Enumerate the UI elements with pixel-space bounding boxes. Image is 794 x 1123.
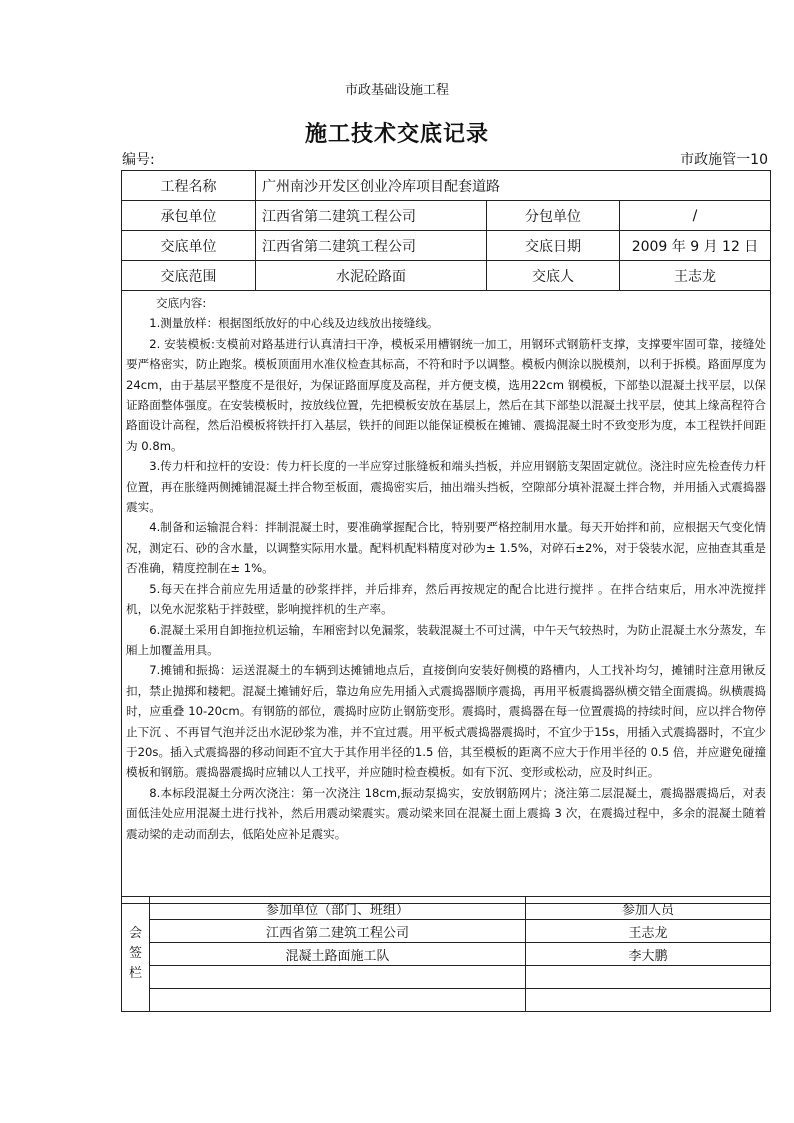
- content-cell: [122, 291, 771, 904]
- header-top-title: 市政基础设施工程: [344, 83, 449, 98]
- scope-label: 交底范围: [122, 261, 256, 291]
- handover-unit-label: 交底单位: [122, 231, 256, 261]
- row-contractor: [122, 201, 771, 231]
- content-paragraph: 7.摊铺和振捣：运送混凝土的车辆到达摊铺地点后，直接倒向安装好侧模的路槽内，人工找补均匀，摊铺时注意用锹反扣，禁止抛掷和耧耙。混凝土摊铺好后，靠边角应先用插入式震捣器顺序震捣，再用平板震捣器纵横交错全面震捣。纵横震捣时，应重叠 10-20cm。有钢筋的部位，震捣时应防止钢筋变形。震捣时，震捣器在每一位置震捣的持续时间，应以拌合物停止下沉 、不再冒气泡并泛出水泥砂浆为准，并不宜过震。用平板式震捣器震捣时，不宜少于15s，用插入式震捣器时，不宜少于20s。插入式震捣器的移动间距不宜大于其作用半径的1.5 倍，其至模板的距离不应大于作用半径的 0.5 倍，并应避免碰撞模板和钢筋。震捣器震捣时应辅以人工找平，并应随时检查模板。如有下沉、变形或松动，应及时纠正。: [126, 663, 767, 780]
- signoff-unit: 混凝土路面施工队: [150, 943, 526, 966]
- content-paragraph: 2. 安装模板:支模前对路基进行认真清扫干净，模板采用槽钢统一加工，用钢环式钢筋杆支撑，支撑要牢固可靠，接缝处要严格密实，防止跑浆。模板顶面用水准仪检查其标高，不符和时予以调整。模板内侧涂以脱模剂，以利于拆模。路面厚度为24cm，由于基层平整度不是很好，为保证路面厚度及高程，并方便支模，选用22cm 钢模板，下部垫以混凝土找平层，以保证路面整体强度。在安装模板时，按放线位置，先把模板安放在基层上，然后在其下部垫以混凝土找平层，使其上缘高程符合路面设计高程，然后沿模板将铁扦打入基层，铁扦的间距以能保证模板在摊铺、震捣混凝土时不致变形为度，本工程铁扦间距为 0.8m。: [126, 336, 767, 453]
- row-handover-unit: [122, 231, 771, 261]
- signoff-unit: 江西省第二建筑工程公司: [150, 920, 526, 943]
- record-table: [121, 170, 771, 904]
- signoff-header-row: [122, 897, 771, 920]
- signoff-row: [122, 989, 771, 1012]
- handover-date-value: 2009 年 9 月 12 日: [620, 231, 771, 261]
- project-name-value: 广州南沙开发区创业冷库项目配套道路: [256, 171, 771, 201]
- row-scope: [122, 261, 771, 291]
- signoff-person: [526, 989, 771, 1012]
- contractor-value: 江西省第二建筑工程公司: [256, 201, 487, 231]
- row-project-name: [122, 171, 771, 201]
- content-heading: 交底内容:: [156, 296, 207, 310]
- signoff-person: [526, 966, 771, 989]
- handover-unit-value: 江西省第二建筑工程公司: [256, 231, 487, 261]
- signoff-row: [122, 943, 771, 966]
- signoff-side-label: [122, 897, 150, 1012]
- signoff-side-char: 栏: [128, 966, 142, 981]
- content-paragraph: 1.测量放样：根据图纸放好的中心线及边线放出接缝线。: [149, 316, 439, 331]
- content-paragraph: 6.混凝土采用自卸拖拉机运输，车厢密封以免漏浆，装载混凝土不可过满，中午天气较热时，为防止混凝土水分蒸发，车厢上加覆盖用具。: [126, 622, 767, 657]
- signoff-person: 王志龙: [526, 920, 771, 943]
- signoff-col-person: 参加人员: [526, 897, 771, 920]
- content-paragraph: 5.每天在拌合前应先用适量的砂浆拌拌，并后排弃，然后再按规定的配合比进行搅拌 。在拌合结束后，用水冲洗搅拌机，以免水泥浆粘于拌鼓壁，影响搅拌机的生产率。: [126, 581, 767, 617]
- row-content: [122, 291, 771, 904]
- signoff-row: [122, 966, 771, 989]
- handover-date-label: 交底日期: [487, 231, 620, 261]
- contractor-label: 承包单位: [122, 201, 256, 231]
- signoff-row: [122, 920, 771, 943]
- subcontractor-value: /: [620, 201, 771, 231]
- content-paragraph: 4.制备和运输混合料：拌制混凝土时，要准确掌握配合比，特别要严格控制用水量。每天开始拌和前，应根据天气变化情况，测定石、砂的含水量，以调整实际用水量。配料机配料精度对砂为± 1.5%，对碎石±2%，对于袋装水泥，应抽查其重是否准确，精度控制在± 1%。: [126, 520, 767, 576]
- serial-value: 市政施管一10: [680, 152, 768, 168]
- project-name-label: 工程名称: [122, 171, 256, 201]
- content-paragraph: 3.传力杆和拉杆的安设：传力杆长度的一半应穿过胀缝板和端头挡板，并应用钢筋支架固定就位。浇注时应先检查传力杆位置，再在胀缝两侧摊铺混凝土拌合物至板面，震捣密实后，抽出端头挡板，空隙部分填补混凝土拌合物，并用插入式震捣器震实。: [126, 459, 767, 515]
- signoff-person: 李大鹏: [526, 943, 771, 966]
- signoff-table: [121, 896, 771, 1012]
- document-title: 施工技术交底记录: [304, 121, 489, 147]
- signoff-unit: [150, 966, 526, 989]
- serial-label: 编号:: [122, 152, 155, 168]
- scope-value: 水泥砼路面: [256, 261, 487, 291]
- signoff-col-unit: 参加单位（部门、班组）: [150, 897, 526, 920]
- subcontractor-label: 分包单位: [487, 201, 620, 231]
- signoff-side-char: 签: [128, 946, 142, 961]
- person-label: 交底人: [487, 261, 620, 291]
- signoff-unit: [150, 989, 526, 1012]
- content-paragraph: 8.本标段混凝土分两次浇注：第一次浇注 18cm,振动泵捣实，安放钢筋网片；浇注第二层混凝土，震捣器震捣后，对表面低洼处应用混凝土进行找补，然后用震动梁震实。震动梁来回在混凝土面上震捣 3 次，在震捣过程中，多余的混凝土随着震动梁的走动而刮去，低陷处应补足震实。: [126, 785, 767, 841]
- person-value: 王志龙: [620, 261, 771, 291]
- signoff-side-char: 会: [128, 926, 142, 941]
